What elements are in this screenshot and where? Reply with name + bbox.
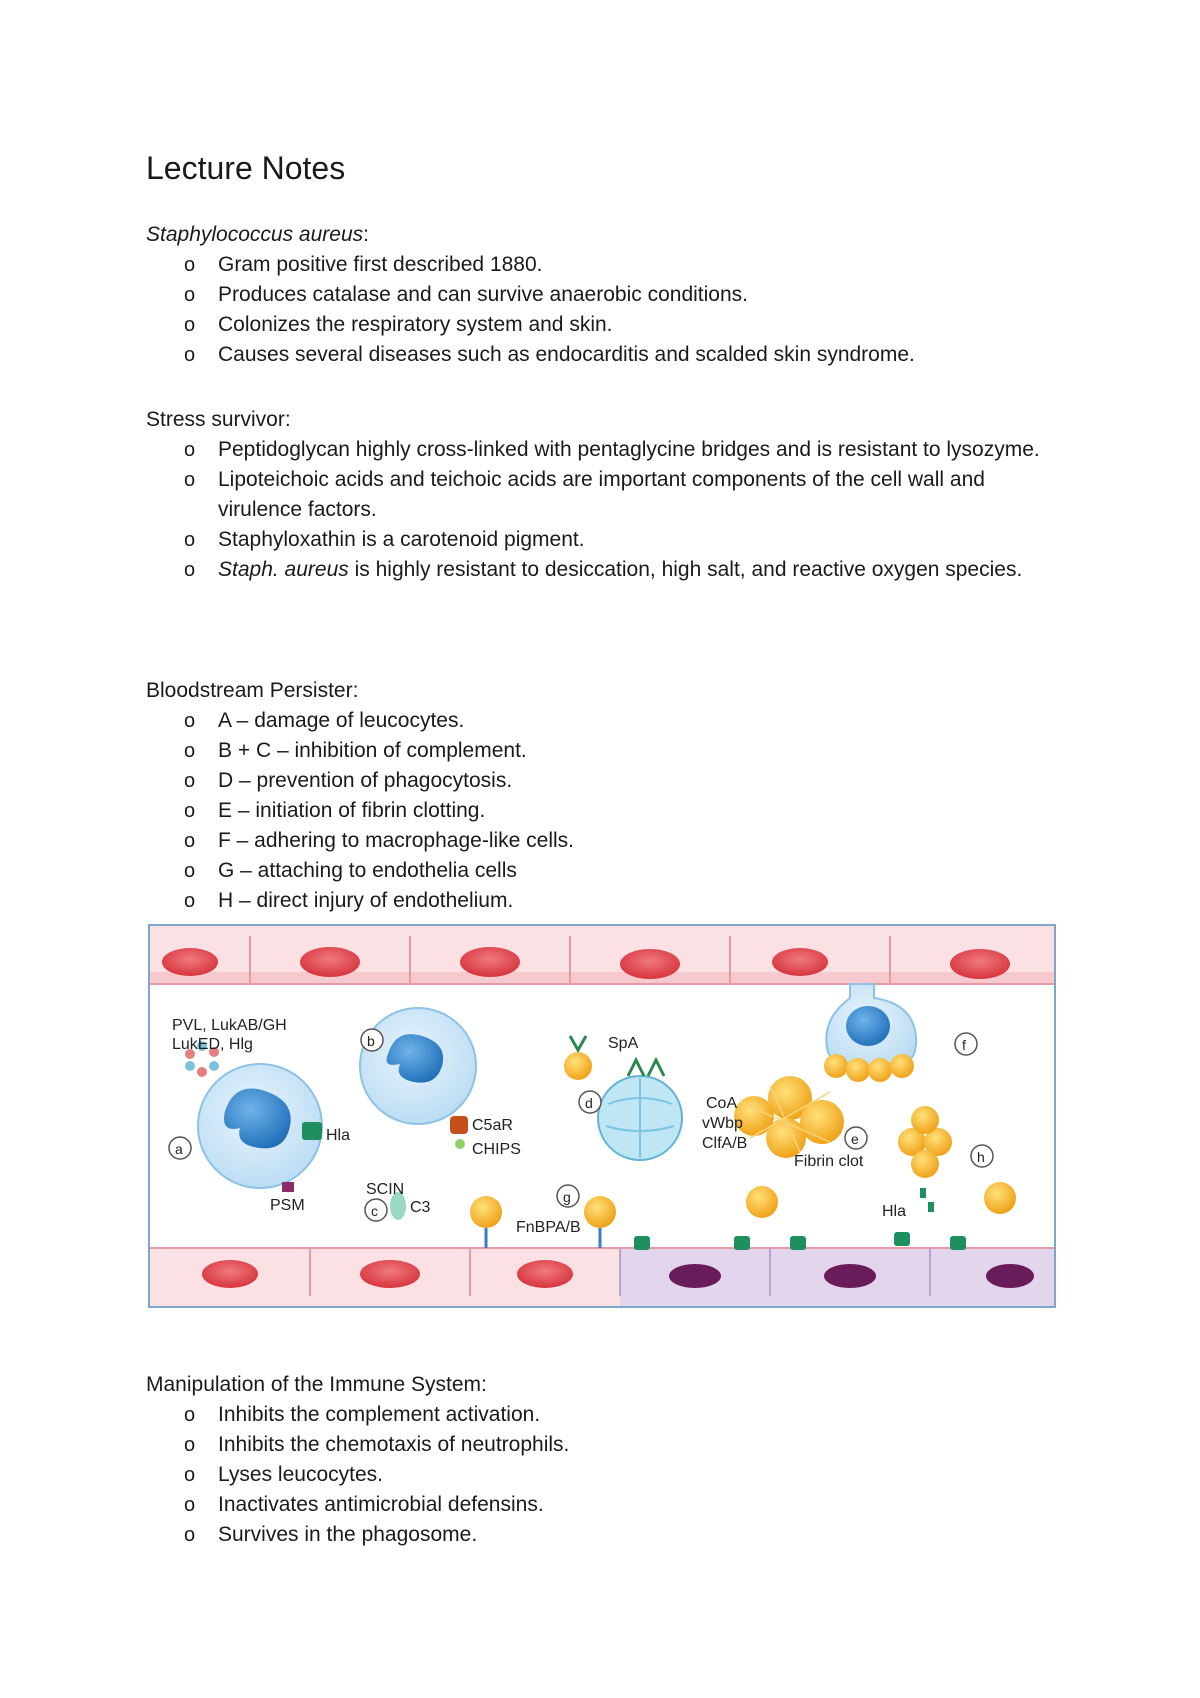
- list-item: o Lipoteichoic acids and teichoic acids are important components of the cell wall and virulence factors.: [146, 465, 1066, 525]
- bullet-list: [146, 1400, 569, 1550]
- list-item: o Produces catalase and can survive anaerobic conditions.: [146, 280, 915, 310]
- marker-g: [557, 1185, 579, 1207]
- section-heading: Stress survivor:: [146, 408, 291, 431]
- list-item: o Colonizes the respiratory system and skin.: [146, 310, 915, 340]
- list-item: o H – direct injury of endothelium.: [146, 886, 574, 916]
- list-item: o E – initiation of fibrin clotting.: [146, 796, 574, 826]
- svg-text:d: d: [585, 1095, 593, 1111]
- list-item: o Inactivates antimicrobial defensins.: [146, 1490, 569, 1520]
- label-scin: SCIN: [366, 1181, 405, 1198]
- list-item: o Inhibits the complement activation.: [146, 1400, 569, 1430]
- top-endothelium: [150, 926, 1054, 984]
- label-vwbp: vWbp: [702, 1115, 743, 1132]
- list-item: o Inhibits the chemotaxis of neutrophils.: [146, 1430, 569, 1460]
- label-pvl: PVL, LukAB/GH: [172, 1017, 287, 1034]
- macrophage-f: [824, 984, 916, 1082]
- bullet-list: [146, 435, 1066, 585]
- svg-text:e: e: [851, 1131, 859, 1147]
- label-coa: CoA: [706, 1095, 738, 1112]
- marker-c: [365, 1199, 387, 1221]
- label-spa: SpA: [608, 1035, 639, 1052]
- list-item: o Peptidoglycan highly cross-linked with pentaglycine bridges and is resistant to lysozyme.: [146, 435, 1066, 465]
- list-item: o Survives in the phagosome.: [146, 1520, 569, 1550]
- svg-text:c: c: [371, 1203, 378, 1219]
- label-c3: C3: [410, 1199, 431, 1216]
- list-item: o Staph. aureus is highly resistant to desiccation, high salt, and reactive oxygen species.: [146, 555, 1066, 585]
- list-item: o Causes several diseases such as endocarditis and scalded skin syndrome.: [146, 340, 915, 370]
- svg-text:f: f: [962, 1037, 966, 1053]
- section-staph-aureus: [146, 220, 915, 370]
- section-heading: Staphylococcus aureus:: [146, 223, 369, 246]
- section-bloodstream-persister: [146, 676, 574, 916]
- list-item: o D – prevention of phagocytosis.: [146, 766, 574, 796]
- section-heading: Manipulation of the Immune System:: [146, 1373, 487, 1396]
- list-item: o Gram positive first described 1880.: [146, 250, 915, 280]
- label-hla-a: Hla: [326, 1127, 351, 1144]
- list-item: o A – damage of leucocytes.: [146, 706, 574, 736]
- bloodstream-figure: [148, 924, 1056, 1308]
- label-psm: PSM: [270, 1197, 305, 1214]
- hla-bacteria-h: [898, 1106, 1016, 1214]
- svg-text:g: g: [563, 1189, 571, 1205]
- fibrin-clot: [734, 1076, 844, 1158]
- list-item: o Lyses leucocytes.: [146, 1460, 569, 1490]
- label-fibrin: Fibrin clot: [794, 1153, 864, 1170]
- marker-f: [955, 1033, 977, 1055]
- label-c5ar: C5aR: [472, 1117, 513, 1134]
- label-chips: CHIPS: [472, 1141, 521, 1158]
- marker-a: [169, 1137, 191, 1159]
- label-hla-h: Hla: [882, 1203, 907, 1220]
- svg-text:b: b: [367, 1033, 375, 1049]
- svg-text:a: a: [175, 1141, 183, 1157]
- label-luked: LukED, Hlg: [172, 1036, 253, 1053]
- list-item: o Staphyloxathin is a carotenoid pigment.: [146, 525, 1066, 555]
- marker-h: [971, 1145, 993, 1167]
- page-title: Lecture Notes: [146, 150, 346, 186]
- neutrophil-b: [360, 1008, 476, 1149]
- label-fnbpa: FnBPA/B: [516, 1219, 581, 1236]
- marker-e: [845, 1127, 867, 1149]
- neutrophil-a: [185, 1041, 322, 1192]
- section-immune-manipulation: [146, 1370, 569, 1550]
- section-heading: Bloodstream Persister:: [146, 679, 359, 702]
- bullet-list: [146, 706, 574, 916]
- list-item: o F – adhering to macrophage-like cells.: [146, 826, 574, 856]
- marker-d: [579, 1091, 601, 1113]
- marker-b: [361, 1029, 383, 1051]
- list-item: o G – attaching to endothelia cells: [146, 856, 574, 886]
- list-item: o B + C – inhibition of complement.: [146, 736, 574, 766]
- svg-text:h: h: [977, 1149, 985, 1165]
- bullet-list: [146, 250, 915, 370]
- figure-illustration: [150, 926, 1054, 1306]
- bottom-endothelium: [150, 1248, 1054, 1306]
- section-stress-survivor: [146, 405, 1066, 585]
- label-clfab: ClfA/B: [702, 1135, 748, 1152]
